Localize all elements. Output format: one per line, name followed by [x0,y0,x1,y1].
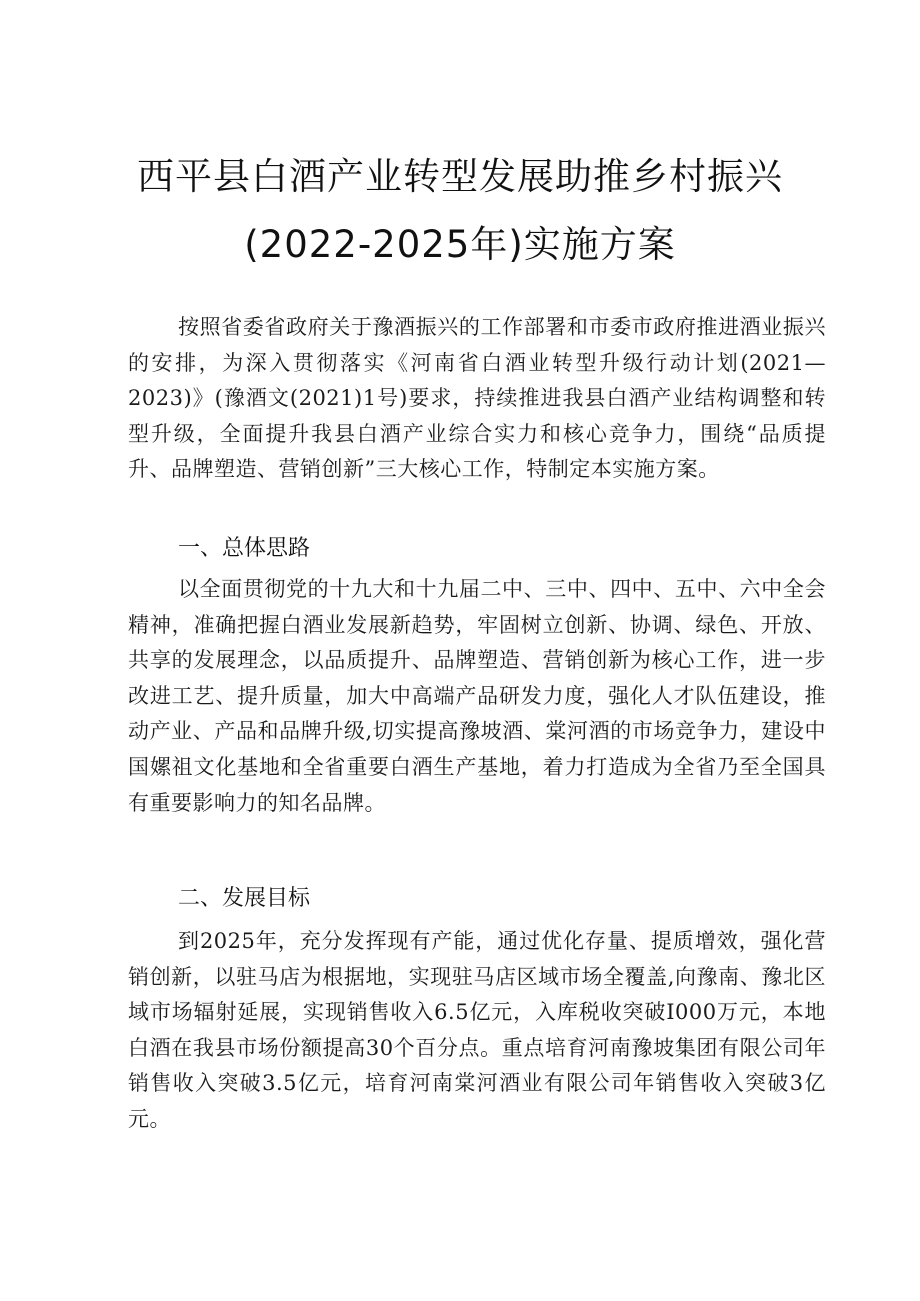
section-paragraph-development-goals: 到2025年，充分发挥现有产能，通过优化存量、提质增效，强化营销创新，以驻马店为根据地，实现驻马店区域市场全覆盖,向豫南、豫北区域市场辐射延展，实现销售收入6.5亿元，入库税收突破I000万元，本地白酒在我县市场份额提高30个百分点。重点培育河南豫坡集团有限公司年销售收入突破3.5亿元，培育河南棠河酒业有限公司年销售收入突破3亿元。 [128,929,826,1131]
section-paragraph-overall-approach: 以全面贯彻党的十九大和十九届二中、三中、四中、五中、六中全会精神，准确把握白酒业发展新趋势，牢固树立创新、协调、绿色、开放、共享的发展理念，以品质提升、品牌塑造、营销创新为核心工作，进一步改进工艺、提升质量，加大中高端产品研发力度，强化人才队伍建设，推动产业、产品和品牌升级,切实提高豫坡酒、棠河酒的市场竞争力，建设中国嫘祖文化基地和全省重要白酒生产基地，着力打造成为全省乃至全国具有重要影响力的知名品牌。 [128,577,826,815]
document-title-line-2: (2022-2025年)实施方案 [244,223,676,266]
document-title-line-1: 西平县白酒产业转型发展助推乡村振兴 [137,155,783,198]
section-heading-development-goals: 二、发展目标 [178,886,311,911]
section-heading-overall-approach: 一、总体思路 [178,536,311,561]
intro-paragraph: 按照省委省政府关于豫酒振兴的工作部署和市委市政府推进酒业振兴的安排，为深入贯彻落实《河南省白酒业转型升级行动计划(2021—2023)》(豫酒文(2021)1号)要求，持续推进我县白酒产业结构调整和转型升级，全面提升我县白酒产业综合实力和核心竞争力，围绕“品质提升、品牌塑造、营销创新”三大核心工作，特制定本实施方案。 [128,315,826,482]
